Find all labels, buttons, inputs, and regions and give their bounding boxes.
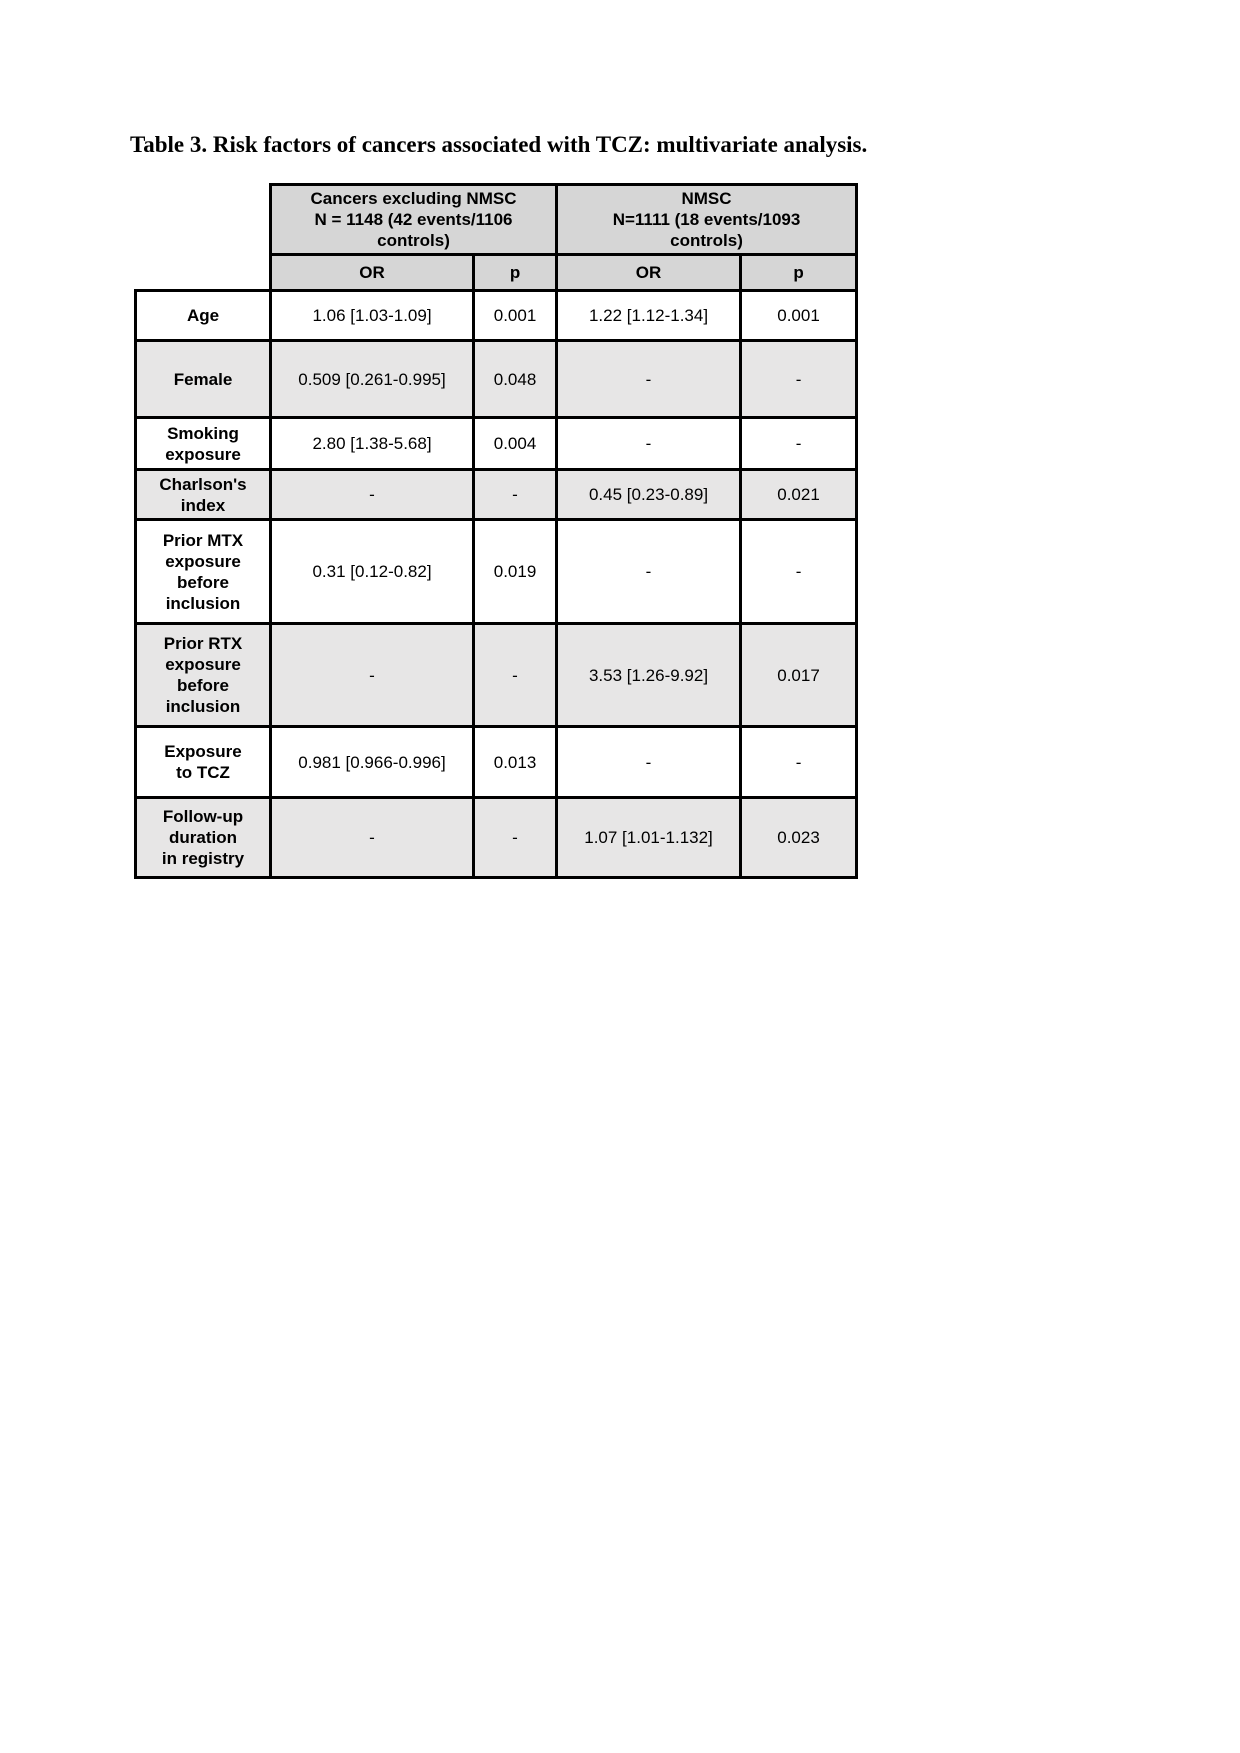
table-cell: 0.019: [474, 520, 557, 624]
table-row-prior-mtx-exposure: [136, 520, 857, 624]
row-label-female: Female: [136, 341, 271, 418]
table-cell: 3.53 [1.26-9.92]: [557, 624, 741, 727]
row-label-prior-rtx-exposure: Prior RTX exposure before inclusion: [136, 624, 271, 727]
table-cell: -: [271, 470, 474, 520]
table-cell: -: [741, 520, 857, 624]
table-cell: 0.001: [474, 291, 557, 341]
row-label-smoking-exposure: Smoking exposure: [136, 418, 271, 470]
table-cell: 0.048: [474, 341, 557, 418]
table-cell: 0.31 [0.12-0.82]: [271, 520, 474, 624]
table-cell: -: [474, 624, 557, 727]
table-row-follow-up-duration: [136, 798, 857, 878]
table-cell: 0.013: [474, 727, 557, 798]
table-cell: -: [271, 798, 474, 878]
table-row-female: [136, 341, 857, 418]
row-label-exposure-to-tcz: Exposure to TCZ: [136, 727, 271, 798]
table-cell: 0.021: [741, 470, 857, 520]
table-cell: 0.017: [741, 624, 857, 727]
table-cell: 1.22 [1.12-1.34]: [557, 291, 741, 341]
table-cell: 0.509 [0.261-0.995]: [271, 341, 474, 418]
table-cell: 1.07 [1.01-1.132]: [557, 798, 741, 878]
group-header-row: [136, 185, 857, 255]
column-header-or-nmsc: OR: [557, 255, 741, 291]
column-header-p-nmsc: p: [741, 255, 857, 291]
page-title: Table 3. Risk factors of cancers associated with TCZ: multivariate analysis.: [130, 132, 868, 157]
sub-header-row: [136, 255, 857, 291]
table-cell: -: [474, 798, 557, 878]
table-cell: 2.80 [1.38-5.68]: [271, 418, 474, 470]
table-cell: -: [557, 520, 741, 624]
table-cell: 1.06 [1.03-1.09]: [271, 291, 474, 341]
column-group-header-cancers-excluding-nmsc: Cancers excluding NMSC N = 1148 (42 events/1106 controls): [271, 185, 557, 255]
row-label-charlsons-index: Charlson's index: [136, 470, 271, 520]
column-group-header-nmsc: NMSC N=1111 (18 events/1093 controls): [557, 185, 857, 255]
column-header-p-cancers: p: [474, 255, 557, 291]
table-cell: 0.981 [0.966-0.996]: [271, 727, 474, 798]
table-cell: -: [741, 418, 857, 470]
table-cell: -: [557, 727, 741, 798]
row-label-age: Age: [136, 291, 271, 341]
table-cell: -: [271, 624, 474, 727]
table-cell: 0.023: [741, 798, 857, 878]
table-cell: -: [741, 341, 857, 418]
column-header-or-cancers: OR: [271, 255, 474, 291]
table-row-prior-rtx-exposure: [136, 624, 857, 727]
empty-corner-cell: [136, 255, 271, 291]
table-row-exposure-to-tcz: [136, 727, 857, 798]
risk-factors-table: [134, 183, 858, 879]
table-row-charlsons-index: [136, 470, 857, 520]
table-cell: -: [474, 470, 557, 520]
table-cell: 0.004: [474, 418, 557, 470]
table-row-age: [136, 291, 857, 341]
table-cell: -: [557, 418, 741, 470]
table-cell: 0.001: [741, 291, 857, 341]
row-label-follow-up-duration: Follow-up duration in registry: [136, 798, 271, 878]
table-cell: -: [557, 341, 741, 418]
table-cell: -: [741, 727, 857, 798]
table-cell: 0.45 [0.23-0.89]: [557, 470, 741, 520]
empty-corner-cell: [136, 185, 271, 255]
table-row-smoking-exposure: [136, 418, 857, 470]
row-label-prior-mtx-exposure: Prior MTX exposure before inclusion: [136, 520, 271, 624]
